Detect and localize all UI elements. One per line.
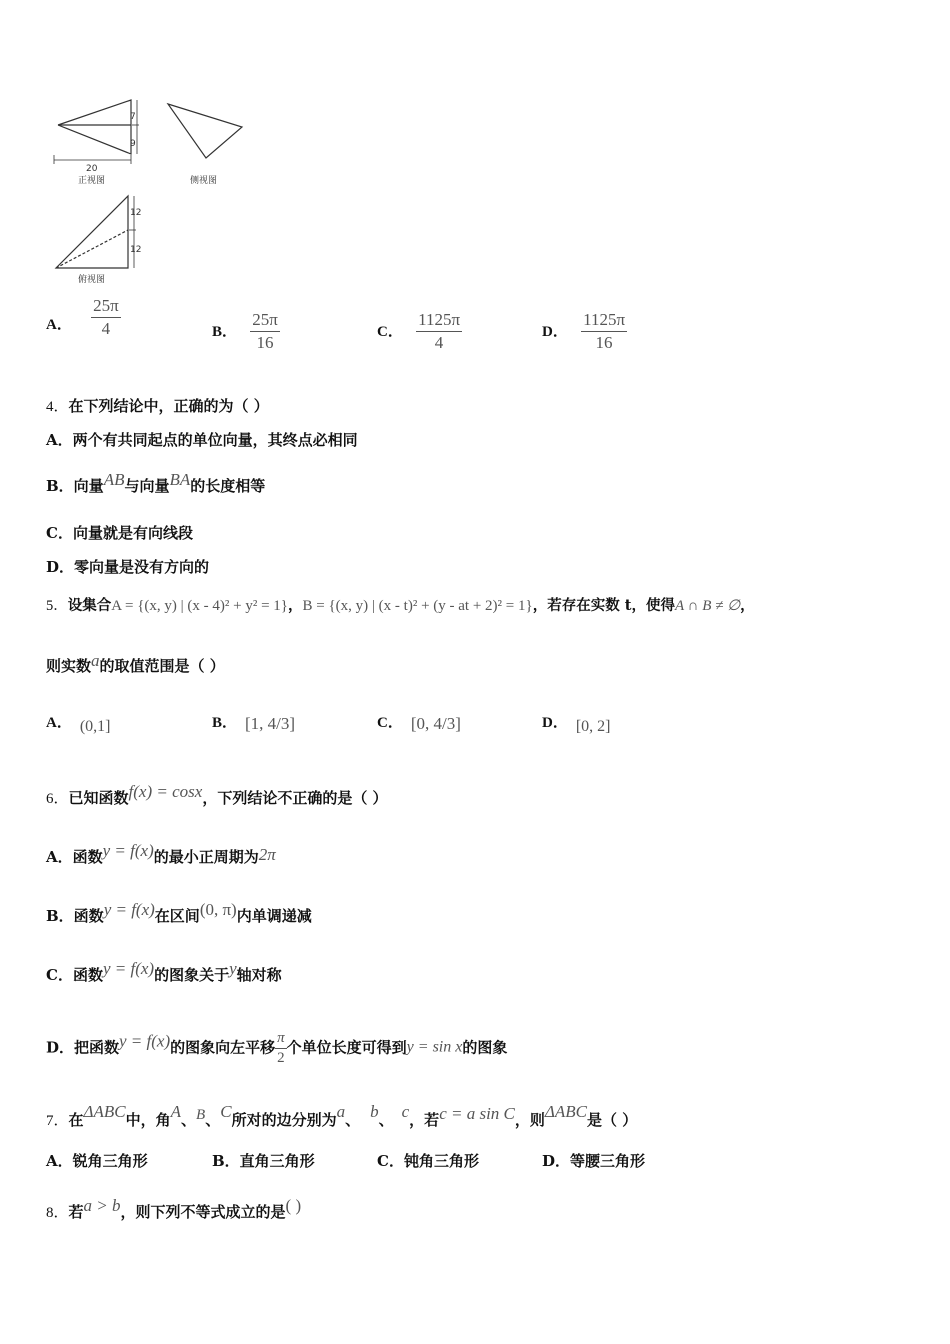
q3-option-a[interactable] xyxy=(46,296,121,339)
option-label: D． xyxy=(542,323,568,340)
dim-12b-label: 12 xyxy=(130,245,142,255)
q5-option-b[interactable]: B． [1, 4/3] xyxy=(212,714,296,733)
q7-stem: 7．在ΔABC中，角A、B、C所对的边分别为a、 b、 c，若c = a sin C，则ΔABC是（ ） xyxy=(46,1102,638,1129)
fraction: $\frac{25\pi}{16}$ xyxy=(252,310,278,352)
set-b: B = {(x, y) | (x - t)² + (y - at + 2)² = 1} xyxy=(302,598,533,614)
q6-option-a[interactable]: A．函数y = f(x)的最小正周期为2π xyxy=(46,841,276,866)
q3-option-d[interactable] xyxy=(542,310,627,353)
q8-stem: 8．若a > b，则下列不等式成立的是( ) xyxy=(46,1196,302,1221)
q6-option-d[interactable]: D．把函数y = f(x)的图象向左平移 $\frac{\pi}{2}$ 个单位长度可得到y = sin x的图象 xyxy=(46,1030,508,1066)
fraction: $\frac{1125\pi}{16}$ xyxy=(583,310,626,352)
q5-option-a[interactable]: A． (0,1] xyxy=(46,715,111,735)
q5-stem: 5．设集合A = {(x, y) | (x - 4)² + y² = 1}，B = {(x, y) | (x - t)² + (y - at + 2)² = 1}，若存在实数 t，使得A ∩ B ≠ ∅， xyxy=(46,597,755,614)
vector-ab: AB xyxy=(103,470,125,489)
set-a: A = {(x, y) | (x - 4)² + y² = 1} xyxy=(111,598,289,614)
side-view-label: 侧视图 xyxy=(190,176,218,186)
dim-7-label: 7 xyxy=(130,112,136,122)
q6-option-b[interactable]: B．函数y = f(x)在区间(0, π)内单调递减 xyxy=(46,900,312,925)
q7-option-a[interactable]: A．锐角三角形 xyxy=(46,1152,148,1170)
front-view-label: 正视图 xyxy=(78,176,106,186)
option-label: B． xyxy=(212,323,238,340)
dim-12a-label: 12 xyxy=(130,208,142,218)
q6-stem: 6．已知函数f(x) = cosx，下列结论不正确的是（ ） xyxy=(46,782,388,807)
three-view-figure xyxy=(44,92,259,287)
q4-option-a[interactable]: A．两个有共同起点的单位向量，其终点必相同 xyxy=(46,431,358,449)
q5-option-c[interactable]: C． [0, 4/3] xyxy=(377,714,461,733)
fraction: $\frac{1125\pi}{4}$ xyxy=(418,310,461,352)
top-view-label: 俯视图 xyxy=(78,275,106,285)
q7-option-b[interactable]: B．直角三角形 xyxy=(212,1152,315,1170)
q7-option-d[interactable]: D．等腰三角形 xyxy=(542,1152,646,1170)
q5-option-d[interactable]: D． [0, 2] xyxy=(542,715,611,735)
option-label: A． xyxy=(46,316,72,333)
intersection-condition: A ∩ B ≠ ∅ xyxy=(674,598,741,614)
q4-option-b[interactable]: B．向量AB与向量BA的长度相等 xyxy=(46,470,266,495)
q4-option-d[interactable]: D．零向量是没有方向的 xyxy=(46,558,210,576)
function-def: f(x) = cosx xyxy=(128,782,203,801)
front-view-triangle xyxy=(58,100,131,154)
dim-20-label: 20 xyxy=(86,164,98,174)
q4-option-c[interactable]: C．向量就是有向线段 xyxy=(46,524,193,542)
q5-stem-line2: 则实数a的取值范围是（ ） xyxy=(46,651,225,675)
q3-option-b[interactable] xyxy=(212,310,280,353)
option-label: C． xyxy=(377,323,403,340)
q6-option-c[interactable]: C．函数y = f(x)的图象关于y轴对称 xyxy=(46,959,282,984)
side-view-triangle xyxy=(168,104,242,158)
top-view-triangle xyxy=(56,196,128,268)
fraction: $\frac{25\pi}{4}$ xyxy=(93,296,119,338)
q7-option-c[interactable]: C．钝角三角形 xyxy=(377,1152,479,1170)
vector-ba: BA xyxy=(169,470,191,489)
q3-option-c[interactable] xyxy=(377,310,462,353)
fraction: $\frac{\pi}{2}$ xyxy=(277,1030,285,1066)
dim-9-label: 9 xyxy=(130,139,136,149)
q4-stem: 4．在下列结论中，正确的为（ ） xyxy=(46,397,269,415)
